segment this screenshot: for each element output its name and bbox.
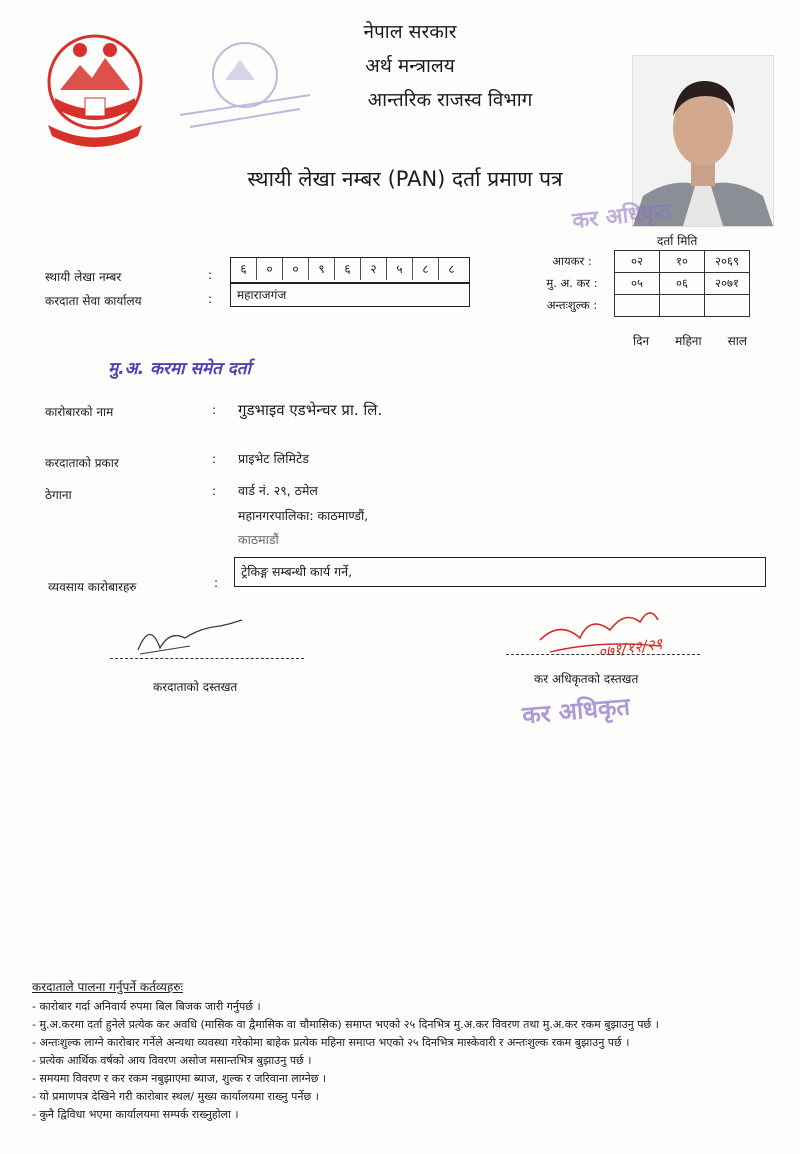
department-name: आन्तरिक राजस्व विभाग: [367, 89, 533, 111]
colon: :: [212, 484, 217, 498]
month-label: महिना: [675, 334, 702, 348]
pan-digit: ६: [231, 258, 257, 280]
officer-signature-line: [506, 654, 700, 655]
month-cell: १०: [660, 251, 705, 273]
pan-digit: ०: [283, 258, 309, 280]
pan-digit: ९: [309, 258, 335, 280]
duty-item: - यो प्रमाणपत्र देखिने गरी कारोबार स्थल/ मुख्य कार्यालयमा राख्नु पर्नेछ ।: [32, 1090, 319, 1103]
colon: :: [212, 452, 217, 466]
pan-label: स्थायी लेखा नम्बर: [45, 270, 122, 284]
year-cell: [705, 295, 750, 317]
colon: :: [212, 403, 217, 417]
officer-stamp: कर अधिकृत: [521, 692, 632, 730]
duties-list: [32, 998, 792, 1124]
duties-heading: करदाताले पालना गर्नुपर्ने कर्तव्यहरुः: [32, 980, 183, 994]
officer-stamp-photo: कर अधिकृत: [571, 198, 673, 235]
business-name-label: कारोबारको नाम: [45, 405, 114, 419]
registration-date-heading: दर्ता मिति: [657, 234, 698, 248]
address-line: महानगरपालिका: काठमाण्डौं,: [238, 508, 369, 523]
pan-digit: ८: [448, 262, 455, 276]
row-label: आयकर :: [552, 254, 592, 268]
nepal-emblem-icon: [30, 20, 160, 150]
ministry-name: अर्थ मन्त्रालय: [365, 55, 455, 77]
office-label: करदाता सेवा कार्यालय: [45, 294, 142, 308]
duty-item: - कारोबार गर्दा अनिवार्य रुपमा बिल बिजक जारी गर्नुपर्छ ।: [32, 1000, 261, 1013]
certificate-title: स्थायी लेखा नम्बर (PAN) दर्ता प्रमाण पत्र: [247, 167, 563, 191]
registration-date-table: [530, 250, 750, 317]
business-name-value: गुडभाइव एडभेन्चर प्रा. लि.: [238, 401, 383, 419]
activities-label: व्यवसाय कारोबारहरु: [48, 580, 137, 594]
day-cell: ०५: [615, 273, 660, 295]
duty-item: - अन्तःशुल्क लाग्ने कारोबार गर्नेले अन्यथा व्यवस्था गरेकोमा बाहेक प्रत्येक महिना समाप्त भएको २५ दिनभित्र मास्केवारी र अन्तःशुल्क रकम बुझाउनु पर्छ ।: [32, 1036, 630, 1049]
taxpayer-signature-line: [110, 658, 304, 659]
pan-digit: ६: [335, 258, 361, 280]
duty-item: - प्रत्येक आर्थिक वर्षको आय विवरण असोज मसान्तभित्र बुझाउनु पर्छ ।: [32, 1054, 312, 1067]
taxpayer-type-value: प्राइभेट लिमिटेड: [238, 451, 309, 466]
colon: :: [214, 576, 219, 590]
activities-value: ट्रेकिङ्ग सम्बन्धी कार्य गर्ने,: [234, 557, 766, 587]
year-cell: २०७१: [705, 273, 750, 295]
row-label: मु. अ. कर :: [546, 276, 598, 290]
month-cell: [660, 295, 705, 317]
year-cell: २०६९: [705, 251, 750, 273]
pan-digit: २: [361, 258, 387, 280]
month-cell: ०६: [660, 273, 705, 295]
row-label: अन्तःशुल्क :: [546, 298, 598, 312]
pan-digit: ०: [257, 258, 283, 280]
year-label: साल: [727, 334, 747, 348]
duty-item: - समयमा विवरण र कर रकम नबुझाएमा ब्याज, शुल्क र जरिवाना लाग्नेछ ।: [32, 1072, 327, 1085]
office-value: महाराजगंज: [230, 283, 470, 307]
taxpayer-signature: [130, 610, 250, 660]
address-line: वार्ड नं. २९, ठमेल: [238, 483, 318, 498]
pan-digit: ५: [387, 258, 413, 280]
officer-signature-label: कर अधिकृतको दस्तखत: [534, 672, 639, 686]
vat-registered-heading: मु.अ. करमा समेत दर्ता: [108, 359, 251, 379]
taxpayer-signature-label: करदाताको दस्तखत: [153, 680, 238, 694]
day-cell: [615, 295, 660, 317]
colon: :: [208, 268, 213, 282]
duty-item: - मु.अ.करमा दर्ता हुनेले प्रत्येक कर अवधि (मासिक वा द्वैमासिक वा चौमासिक) समाप्त भएको २५ दिनभित्र मु.अ.कर विवरण तथा मु.अ.कर रकम बुझाउनु पर्छ ।: [32, 1018, 659, 1031]
taxpayer-type-label: करदाताको प्रकार: [45, 456, 119, 470]
day-label: दिन: [633, 334, 650, 348]
day-cell: ०२: [615, 251, 660, 273]
date-row-income-tax: [530, 251, 750, 273]
pan-number-box: [230, 257, 470, 283]
colon: :: [208, 292, 213, 306]
govt-name: नेपाल सरकार: [363, 21, 457, 43]
officer-signature-date: ०७१/१२/२९: [597, 634, 664, 662]
date-row-vat: [530, 273, 750, 295]
date-row-excise: [530, 295, 750, 317]
duty-item: - कुनै द्विविधा भएमा कार्यालयमा सम्पर्क राख्नुहोला ।: [32, 1108, 239, 1121]
address-line: काठमाडौं: [238, 532, 279, 547]
pan-digit: ८: [413, 258, 439, 280]
date-column-footer: [620, 332, 760, 349]
address-label: ठेगाना: [45, 488, 72, 502]
